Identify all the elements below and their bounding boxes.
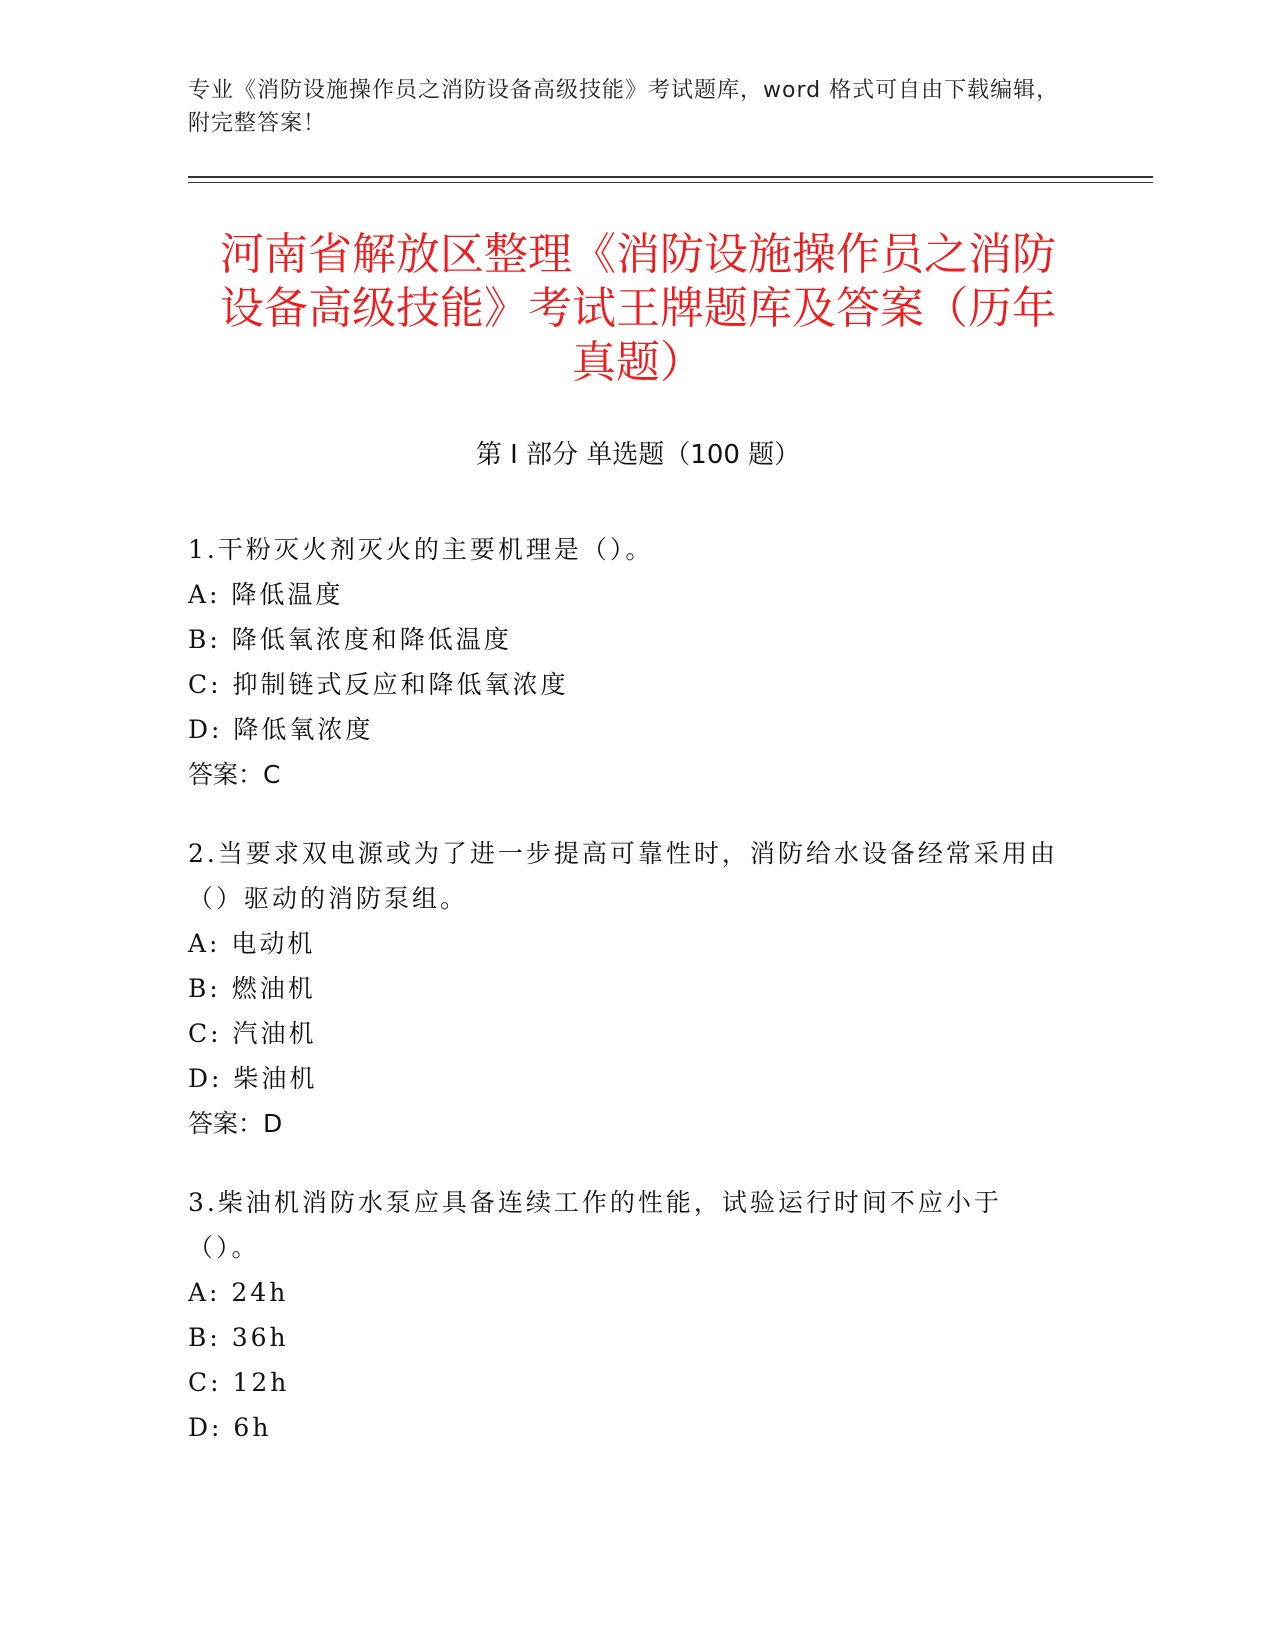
option-d: D: 6h [188, 1413, 272, 1442]
option-c: C: 汽油机 [188, 1019, 317, 1048]
option-d: D: 柴油机 [188, 1064, 318, 1093]
answer: 答案：D [188, 1109, 283, 1138]
header-rule-thick [188, 176, 1153, 178]
option-b: B: 36h [188, 1323, 289, 1352]
question-stem: 1.干粉灭火剂灭火的主要机理是（）。 [188, 535, 654, 564]
question-list [188, 527, 1068, 1484]
header-note: 专业《消防设施操作员之消防设备高级技能》考试题库，word 格式可自由下载编辑，附完整答案！ [188, 78, 1060, 136]
option-b: B: 降低氧浓度和降低温度 [188, 625, 512, 654]
section-heading: 第 I 部分 单选题（100 题） [475, 440, 801, 470]
question-3 [188, 1180, 1068, 1450]
header-rule-thin [188, 182, 1153, 183]
option-d: D: 降低氧浓度 [188, 715, 374, 744]
document-title [188, 228, 1088, 390]
title-line-1: 河南省解放区整理《消防设施操作员之消防 [220, 229, 1056, 280]
question-2 [188, 831, 1068, 1146]
option-a: A: 24h [188, 1278, 289, 1307]
option-c: C: 12h [188, 1368, 290, 1397]
title-line-3: 真题） [572, 337, 704, 388]
option-c: C: 抑制链式反应和降低氧浓度 [188, 670, 569, 699]
option-a: A: 电动机 [188, 929, 316, 958]
title-line-2: 设备高级技能》考试王牌题库及答案（历年 [220, 283, 1056, 334]
question-stem: 2.当要求双电源或为了进一步提高可靠性时，消防给水设备经常采用由（）驱动的消防泵组。 [188, 839, 1058, 913]
question-1 [188, 527, 1068, 797]
answer: 答案：C [188, 760, 281, 789]
option-a: A: 降低温度 [188, 580, 344, 609]
question-stem: 3.柴油机消防水泵应具备连续工作的性能，试验运行时间不应小于（）。 [188, 1188, 1002, 1262]
option-b: B: 燃油机 [188, 974, 316, 1003]
